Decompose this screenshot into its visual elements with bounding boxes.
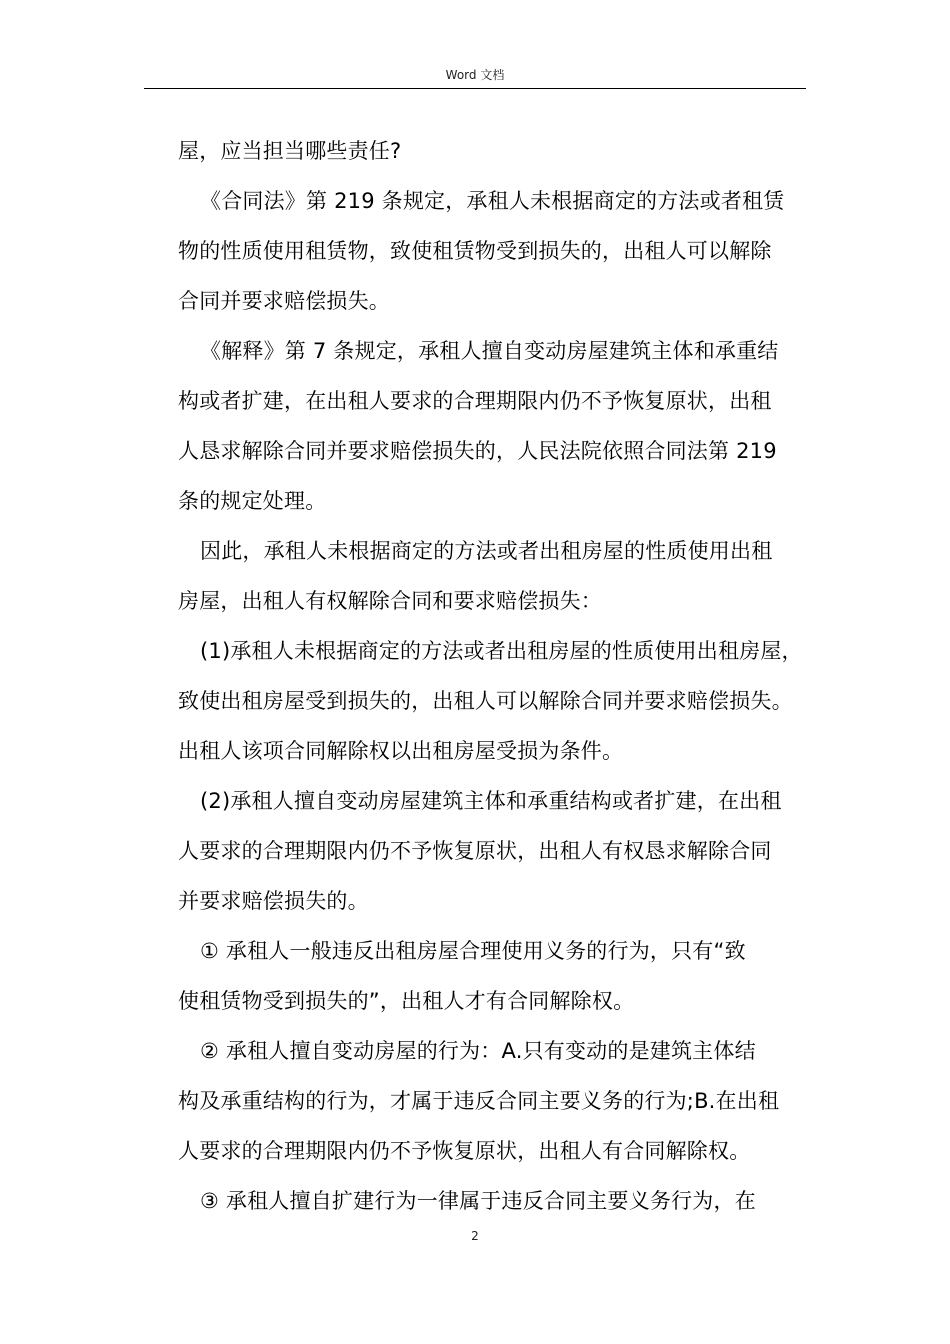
text-line: (2)承租人擅自变动房屋建筑主体和承重结构或者扩建，在出租 <box>200 789 782 813</box>
text-line: 房屋，出租人有权解除合同和要求赔偿损失： <box>178 589 602 613</box>
text-line: 致使出租房屋受到损失的，出租人可以解除合同并要求赔偿损失。 <box>178 689 793 713</box>
text-line: 因此，承租人未根据商定的方法或者出租房屋的性质使用出租 <box>200 539 773 563</box>
text-line: 物的性质使用租赁物，致使租赁物受到损失的，出租人可以解除 <box>178 239 772 263</box>
text-line: 《合同法》第 219 条规定，承租人未根据商定的方法或者租赁 <box>200 189 785 213</box>
text-line: 构及承重结构的行为，才属于违反合同主要义务的行为;B.在出租 <box>178 1089 780 1113</box>
text-line: 人要求的合理期限内仍不予恢复原状，出租人有权恳求解除合同 <box>178 839 772 863</box>
text-line: ③ 承租人擅自扩建行为一律属于违反合同主要义务行为，在 <box>200 1189 756 1213</box>
text-line: 并要求赔偿损失的。 <box>178 889 369 913</box>
text-line: 合同并要求赔偿损失。 <box>178 289 390 313</box>
text-line: ① 承租人一般违反出租房屋合理使用义务的行为，只有“致 <box>200 939 746 963</box>
text-line: 构或者扩建，在出租人要求的合理期限内仍不予恢复原状，出租 <box>178 389 772 413</box>
document-body <box>178 126 838 1226</box>
text-line: 人恳求解除合同并要求赔偿损失的，人民法院依照合同法第 219 <box>178 439 777 463</box>
text-line: 出租人该项合同解除权以出租房屋受损为条件。 <box>178 739 624 763</box>
text-line: 使租赁物受到损失的”，出租人才有合同解除权。 <box>178 989 635 1013</box>
page-header: Word 文档 <box>445 68 505 82</box>
page-number: 2 <box>471 1229 479 1243</box>
text-line: 屋，应当担当哪些责任? <box>178 139 402 163</box>
text-line: ② 承租人擅自变动房屋的行为：A.只有变动的是建筑主体结 <box>200 1039 756 1063</box>
text-line: 人要求的合理期限内仍不予恢复原状，出租人有合同解除权。 <box>178 1139 751 1163</box>
text-line: (1)承租人未根据商定的方法或者出租房屋的性质使用出租房屋， <box>200 639 803 663</box>
text-line: 条的规定处理。 <box>178 489 327 513</box>
text-line: 《解释》第 7 条规定，承租人擅自变动房屋建筑主体和承重结 <box>200 339 779 363</box>
header-divider <box>144 88 806 89</box>
